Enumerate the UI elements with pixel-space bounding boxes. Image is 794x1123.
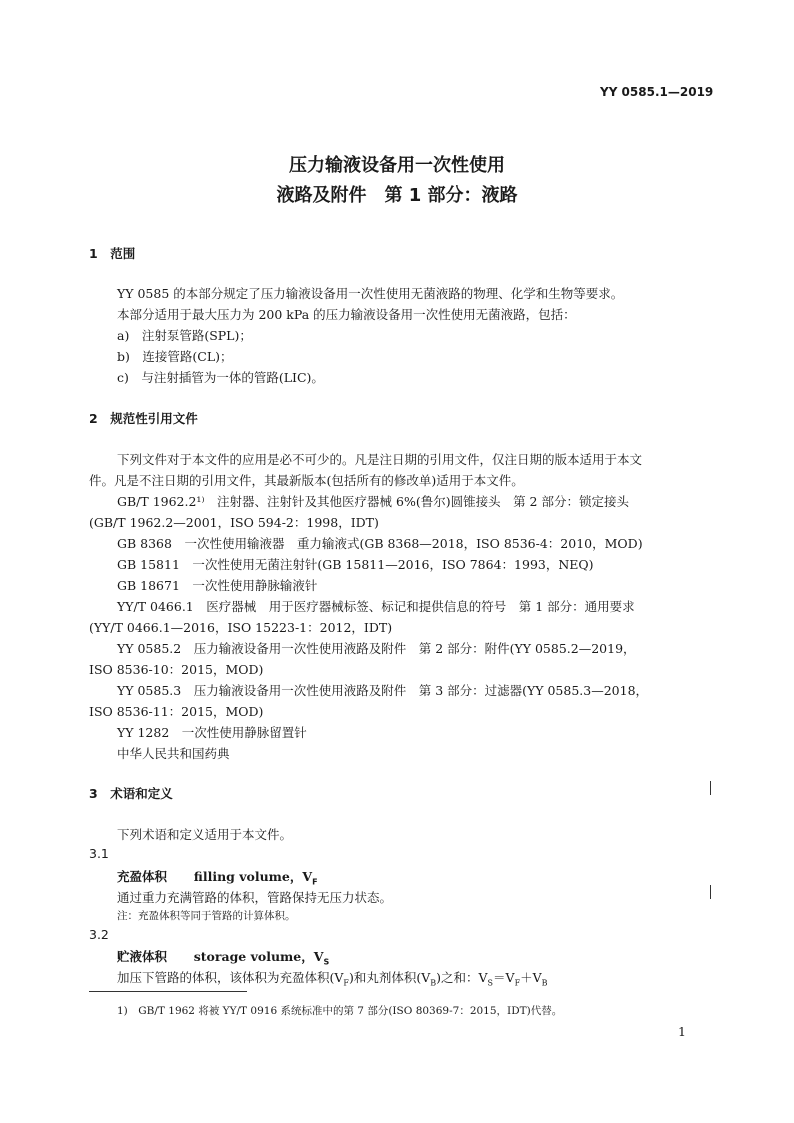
reference-entry: 中华人民共和国药典 bbox=[117, 746, 230, 761]
document-title-line-1: 压力输液设备用一次性使用 bbox=[289, 155, 505, 176]
footnote: 1) GB/T 1962 将被 YY/T 0916 系统标准中的第 7 部分(ISO 80369-7：2015，IDT)代替。 bbox=[117, 1005, 563, 1017]
footnote-separator bbox=[89, 991, 247, 992]
reference-entry: GB 18671 一次性使用静脉输液针 bbox=[117, 578, 318, 593]
section-1-line: YY 0585 的本部分规定了压力输液设备用一次性使用无菌液路的物理、化学和生物等要求。 bbox=[117, 286, 624, 301]
term-entry bbox=[117, 867, 318, 887]
section-2-line: 下列文件对于本文件的应用是必不可少的。凡是注日期的引用文件，仅注日期的版本适用于本文 bbox=[117, 452, 643, 467]
term-definition: 通过重力充满管路的体积，管路保持无压力状态。 bbox=[117, 890, 393, 905]
term-en: filling volume，V bbox=[193, 869, 313, 884]
reference-entry: YY/T 0466.1 医疗器械 用于医疗器械标签、标记和提供信息的符号 第 1 部分：通用要求 bbox=[117, 599, 635, 614]
reference-entry: GB 15811 一次性使用无菌注射针(GB 15811—2016，ISO 7864：1993，NEQ) bbox=[117, 557, 594, 572]
reference-entry-cont: (GB/T 1962.2—2001，ISO 594-2：1998，IDT) bbox=[89, 515, 379, 530]
standard-number: YY 0585.1—2019 bbox=[600, 85, 714, 99]
reference-entry: YY 1282 一次性使用静脉留置针 bbox=[117, 725, 307, 740]
reference-entry: YY 0585.3 压力输液设备用一次性使用液路及附件 第 3 部分：过滤器(YY 0585.3—2018， bbox=[117, 683, 649, 698]
document-title-line-2: 液路及附件 第 1 部分：液路 bbox=[276, 185, 518, 206]
section-3-intro: 下列术语和定义适用于本文件。 bbox=[117, 827, 293, 842]
change-bar bbox=[710, 885, 711, 899]
reference-entry: GB/T 1962.2¹⁾ 注射器、注射针及其他医疗器械 6%(鲁尔)圆锥接头 第 2 部分：锁定接头 bbox=[117, 494, 629, 509]
change-bar bbox=[710, 781, 711, 795]
term-cn: 贮液体积 bbox=[117, 949, 168, 964]
list-item-c: c) 与注射插管为一体的管路(LIC)。 bbox=[117, 370, 324, 385]
term-note: 注：充盈体积等同于管路的计算体积。 bbox=[117, 910, 296, 922]
reference-entry: YY 0585.2 压力输液设备用一次性使用液路及附件 第 2 部分：附件(YY 0585.2—2019， bbox=[117, 641, 636, 656]
term-cn: 充盈体积 bbox=[117, 869, 168, 884]
section-2-line: 件。凡是不注日期的引用文件，其最新版本(包括所有的修改单)适用于本文件。 bbox=[89, 473, 524, 488]
list-item-a: a) 注射泵管路(SPL)； bbox=[117, 328, 252, 343]
section-1-heading: 1 范围 bbox=[89, 246, 136, 261]
reference-entry-cont: ISO 8536-10：2015，MOD) bbox=[89, 662, 264, 677]
list-item-b: b) 连接管路(CL)； bbox=[117, 349, 233, 364]
reference-entry-cont: (YY/T 0466.1—2016，ISO 15223-1：2012，IDT) bbox=[89, 620, 393, 635]
section-2-heading: 2 规范性引用文件 bbox=[89, 411, 198, 426]
section-3-heading: 3 术语和定义 bbox=[89, 786, 173, 801]
term-definition: 加压下管路的体积，该体积为充盈体积$(V_F)$和丸剂体积$(V_B)$之和：$V_S=V_F+V_B$ bbox=[117, 970, 548, 988]
section-1-line: 本部分适用于最大压力为 200 kPa 的压力输液设备用一次性使用无菌液路，包括： bbox=[117, 307, 576, 322]
reference-entry-cont: ISO 8536-11：2015，MOD) bbox=[89, 704, 264, 719]
reference-entry: GB 8368 一次性使用输液器 重力输液式(GB 8368—2018，ISO 8536-4：2010，MOD) bbox=[117, 536, 643, 551]
clause-number: 3.1 bbox=[89, 846, 109, 861]
term-subscript: F bbox=[312, 877, 318, 887]
clause-number: 3.2 bbox=[89, 927, 109, 942]
term-en: storage volume，V bbox=[193, 949, 324, 964]
page-number: 1 bbox=[678, 1024, 686, 1039]
term-entry bbox=[117, 947, 329, 967]
term-subscript: S bbox=[323, 957, 330, 967]
